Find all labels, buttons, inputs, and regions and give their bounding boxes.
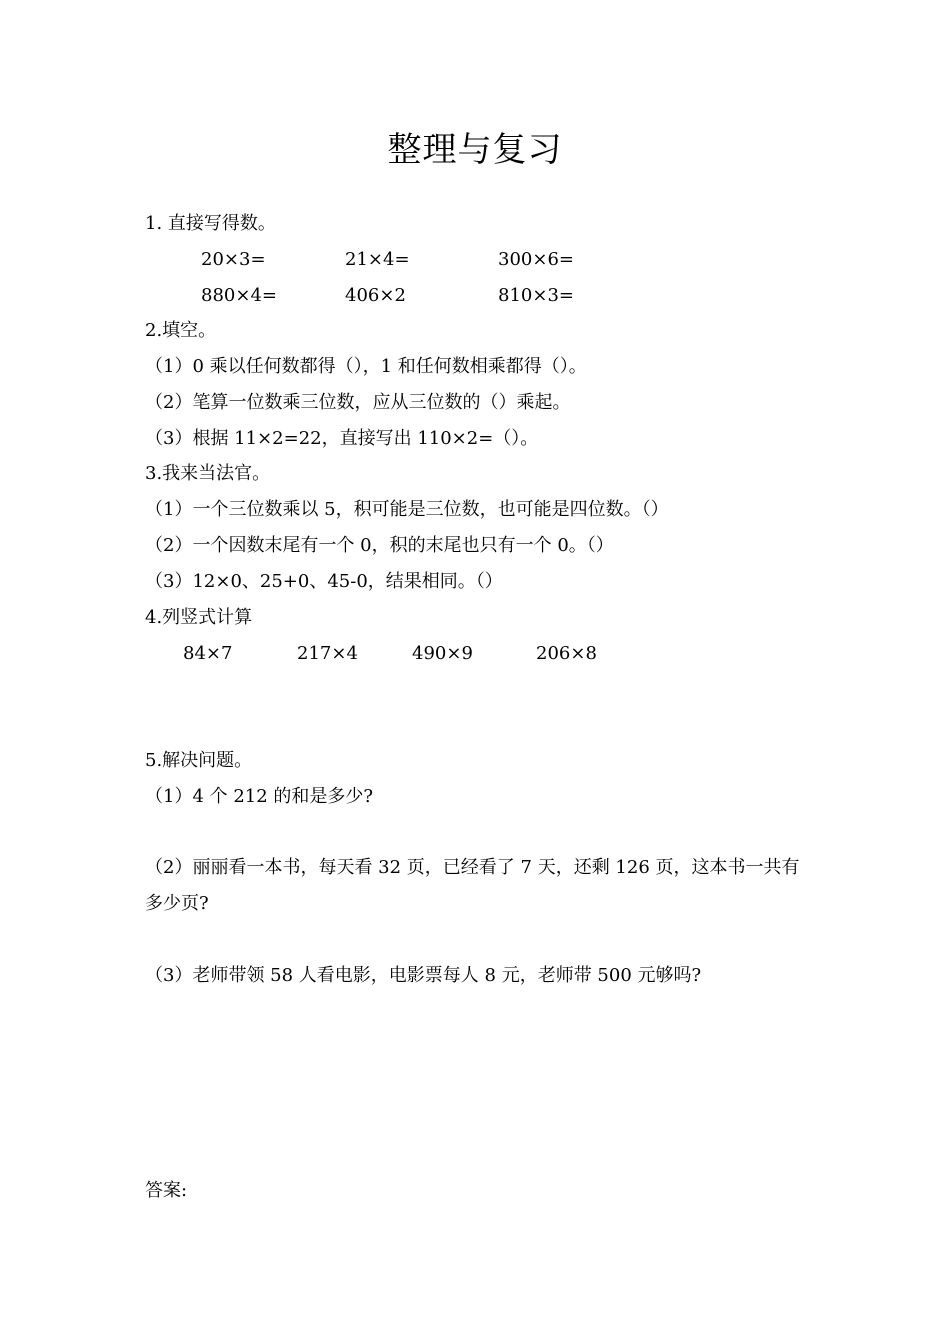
q5-item: （3）老师带领 58 人看电影，电影票每人 8 元，老师带 500 元够吗?	[145, 965, 702, 986]
q3-heading: 3.我来当法官。	[145, 463, 271, 484]
q4-expression: 84×7	[183, 643, 233, 664]
q5-heading: 5.解决问题。	[145, 750, 253, 771]
q1-expression: 21×4=	[345, 249, 410, 270]
q4-expression: 206×8	[536, 643, 597, 664]
q4-expression: 490×9	[412, 643, 473, 664]
q5-item: （1）4 个 212 的和是多少?	[145, 786, 374, 807]
q1-expression: 880×4=	[201, 285, 277, 306]
q2-item: （3）根据 11×2=22，直接写出 110×2=（）。	[145, 428, 539, 449]
q2-item: （2）笔算一位数乘三位数，应从三位数的（）乘起。	[145, 392, 571, 413]
q3-item: （3）12×0、25+0、45-0，结果相同。（）	[145, 571, 503, 592]
q1-expression: 406×2	[345, 285, 406, 306]
q1-expression: 810×3=	[498, 285, 574, 306]
answer-label: 答案:	[145, 1180, 188, 1201]
q4-expression: 217×4	[297, 643, 358, 664]
q2-heading: 2.填空。	[145, 320, 217, 341]
q2-item: （1）0 乘以任何数都得（），1 和任何数相乘都得（）。	[145, 356, 587, 377]
q4-heading: 4.列竖式计算	[145, 607, 253, 628]
q3-item: （1）一个三位数乘以 5，积可能是三位数，也可能是四位数。（）	[145, 499, 669, 520]
q5-item-continuation: 多少页?	[145, 893, 209, 914]
q1-heading: 1. 直接写得数。	[145, 213, 276, 234]
page-title: 整理与复习	[387, 130, 563, 170]
q1-expression: 300×6=	[498, 249, 574, 270]
q1-expression: 20×3=	[201, 249, 266, 270]
q5-item: （2）丽丽看一本书，每天看 32 页，已经看了 7 天，还剩 126 页，这本书一共有	[145, 857, 800, 878]
q3-item: （2）一个因数末尾有一个 0，积的末尾也只有一个 0。（）	[145, 535, 614, 556]
